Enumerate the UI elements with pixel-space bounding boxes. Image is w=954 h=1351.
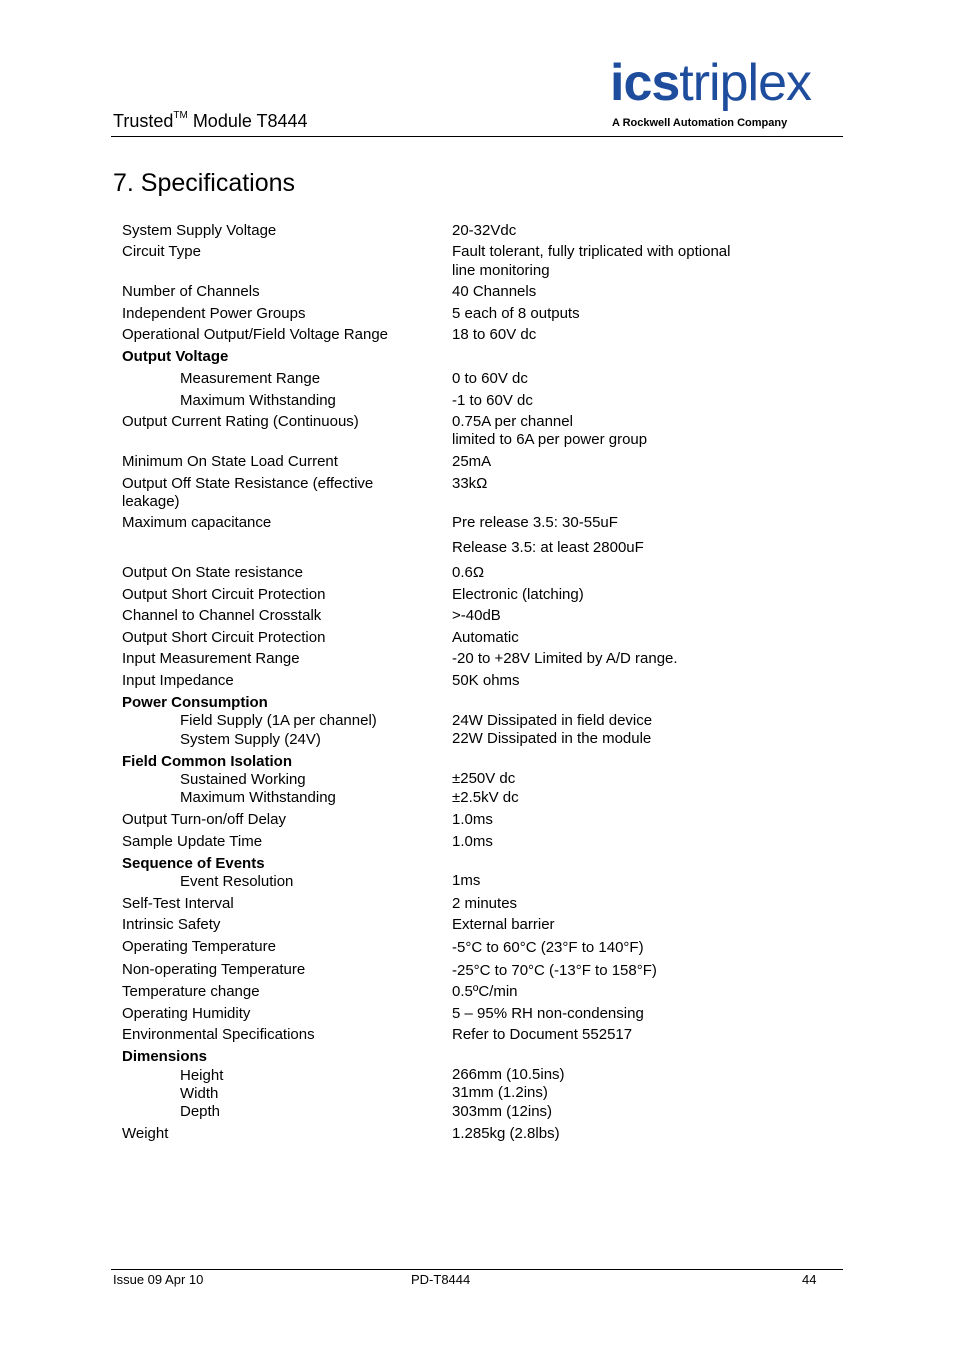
spec-value: 1.0ms: [452, 811, 493, 828]
spec-value: 5 each of 8 outputs: [452, 305, 580, 322]
spec-label: Operating Temperature: [122, 938, 276, 955]
spec-value: 0.75A per channel: [452, 413, 573, 430]
spec-group-heading: Field Common Isolation: [122, 753, 293, 770]
spec-sublabel: System Supply (24V): [180, 731, 321, 748]
spec-sublabel: Maximum Withstanding: [180, 789, 336, 806]
spec-value: 2 minutes: [452, 895, 518, 912]
spec-value: 1ms: [452, 872, 481, 889]
spec-label: Output On State resistance: [122, 564, 303, 581]
title-text: Trusted: [113, 111, 174, 131]
trademark-superscript: TM: [173, 110, 188, 121]
ics-triplex-logo: [610, 54, 846, 133]
spec-sublabel: Maximum Withstanding: [180, 392, 336, 409]
spec-value: 50K ohms: [452, 672, 520, 689]
spec-value: >-40dB: [452, 607, 501, 624]
footer-document-number: PD-T8444: [411, 1272, 471, 1287]
spec-label: Intrinsic Safety: [122, 916, 221, 933]
spec-value: 25mA: [452, 453, 492, 470]
spec-label: Temperature change: [122, 983, 260, 1000]
spec-value: 266mm (10.5ins): [452, 1066, 565, 1083]
spec-label: System Supply Voltage: [122, 222, 277, 239]
spec-value: Fault tolerant, fully triplicated with optional: [452, 243, 731, 260]
spec-value: 20-32Vdc: [452, 222, 517, 239]
spec-value: -25°C to 70°C (-13°F to 158°F): [452, 962, 657, 979]
spec-value: 5 – 95% RH non-condensing: [452, 1005, 644, 1022]
spec-label: Maximum capacitance: [122, 514, 272, 531]
spec-value: 0.6Ω: [452, 564, 485, 581]
spec-group-heading: Power Consumption: [122, 694, 268, 711]
spec-group-heading: Output Voltage: [122, 348, 229, 365]
spec-label: Output Turn-on/off Delay: [122, 811, 286, 828]
spec-value: 24W Dissipated in field device: [452, 712, 653, 729]
spec-label: Input Measurement Range: [122, 650, 300, 667]
spec-value: -5°C to 60°C (23°F to 140°F): [452, 939, 644, 956]
spec-value: Electronic (latching): [452, 586, 584, 603]
spec-label: Non-operating Temperature: [122, 961, 306, 978]
spec-value: Release 3.5: at least 2800uF: [452, 539, 644, 556]
document-header-title: [113, 111, 308, 132]
spec-value: 1.285kg (2.8lbs): [452, 1125, 560, 1142]
spec-label: Independent Power Groups: [122, 305, 306, 322]
footer-divider: [111, 1269, 843, 1270]
spec-label: Channel to Channel Crosstalk: [122, 607, 322, 624]
spec-value: 33kΩ: [452, 475, 488, 492]
spec-sublabel: Width: [180, 1085, 219, 1102]
spec-group-heading: Sequence of Events: [122, 855, 265, 872]
spec-sublabel: Height: [180, 1067, 224, 1084]
spec-value: limited to 6A per power group: [452, 431, 648, 448]
spec-value: -1 to 60V dc: [452, 392, 533, 409]
spec-value: External barrier: [452, 916, 555, 933]
spec-value: ±2.5kV dc: [452, 789, 519, 806]
spec-label: Weight: [122, 1125, 169, 1142]
spec-label: Number of Channels: [122, 283, 260, 300]
spec-label: Input Impedance: [122, 672, 234, 689]
spec-label: Output Off State Resistance (effective: [122, 475, 374, 492]
spec-value: -20 to +28V Limited by A/D range.: [452, 650, 678, 667]
spec-value: Pre release 3.5: 30-55uF: [452, 514, 618, 531]
spec-value: 0 to 60V dc: [452, 370, 528, 387]
spec-label: Output Short Circuit Protection: [122, 629, 326, 646]
module-name: Module T8444: [187, 111, 308, 131]
footer-page-number: 44: [802, 1272, 817, 1287]
spec-value: 31mm (1.2ins): [452, 1084, 548, 1101]
spec-label: Environmental Specifications: [122, 1026, 315, 1043]
spec-label: Operational Output/Field Voltage Range: [122, 326, 389, 343]
spec-label: Circuit Type: [122, 243, 201, 260]
header-divider: [111, 136, 843, 137]
spec-value: Automatic: [452, 629, 519, 646]
spec-value: 1.0ms: [452, 833, 493, 850]
spec-value: line monitoring: [452, 262, 550, 279]
spec-sublabel: Measurement Range: [180, 370, 321, 387]
section-title: 7. Specifications: [113, 169, 296, 197]
spec-value: Refer to Document 552517: [452, 1026, 633, 1043]
spec-value: 303mm (12ins): [452, 1103, 553, 1120]
spec-value: 18 to 60V dc: [452, 326, 537, 343]
spec-sublabel: Depth: [180, 1103, 221, 1120]
spec-value: 22W Dissipated in the module: [452, 730, 652, 747]
logo-triplex: triplex: [679, 54, 812, 112]
spec-label: Output Short Circuit Protection: [122, 586, 326, 603]
spec-label: Minimum On State Load Current: [122, 453, 338, 470]
spec-sublabel: Event Resolution: [180, 873, 294, 890]
spec-sublabel: Sustained Working: [180, 771, 306, 788]
spec-value: 40 Channels: [452, 283, 537, 300]
spec-value: ±250V dc: [452, 770, 516, 787]
spec-group-heading: Dimensions: [122, 1048, 208, 1065]
spec-value: 0.5ºC/min: [452, 983, 518, 1000]
spec-sublabel: Field Supply (1A per channel): [180, 712, 377, 729]
spec-label: Output Current Rating (Continuous): [122, 413, 359, 430]
footer-issue: Issue 09 Apr 10: [113, 1272, 204, 1287]
spec-label: Operating Humidity: [122, 1005, 251, 1022]
spec-label: leakage): [122, 493, 180, 510]
logo-ics: ics: [610, 54, 680, 112]
logo-tagline: A Rockwell Automation Company: [612, 117, 788, 129]
spec-label: Self-Test Interval: [122, 895, 234, 912]
logo-wordmark: [610, 54, 812, 112]
spec-label: Sample Update Time: [122, 833, 263, 850]
